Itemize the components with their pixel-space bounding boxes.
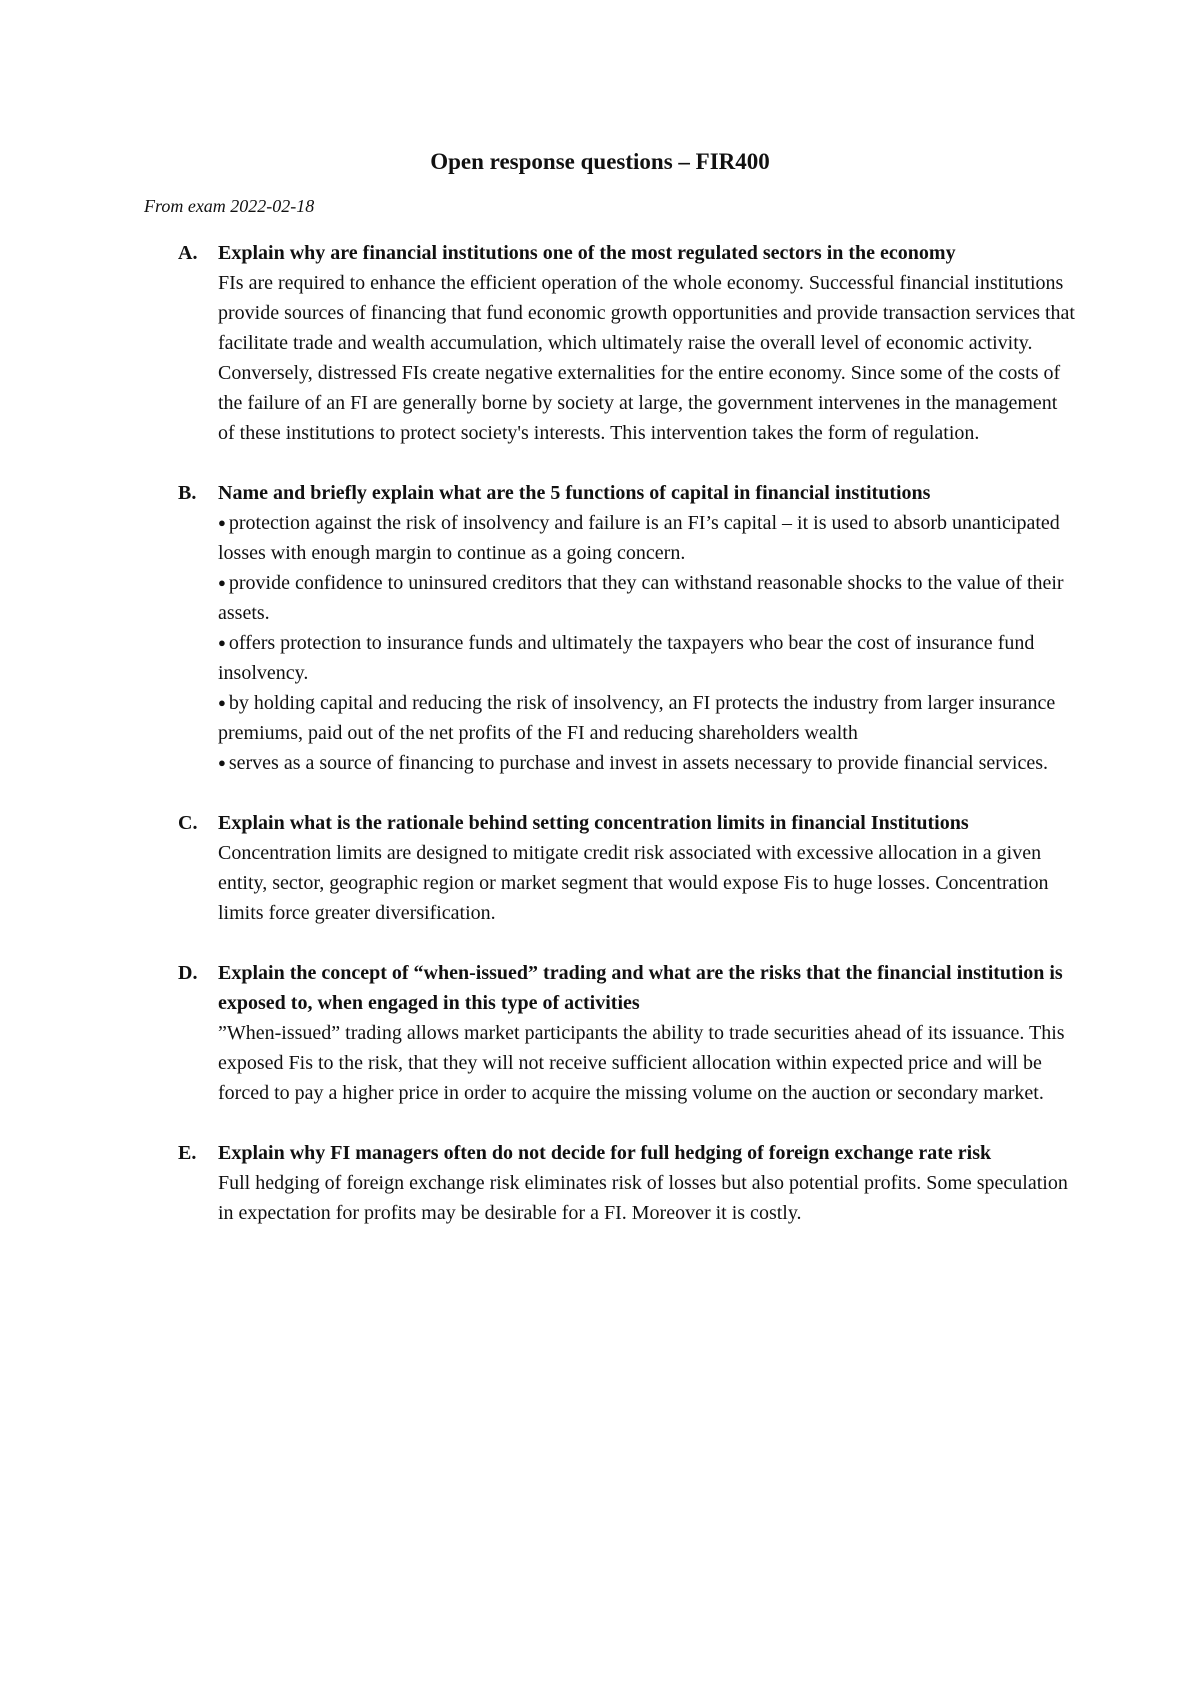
question-heading: Explain why FI managers often do not decide for full hedging of foreign exchange rate risk	[218, 1142, 992, 1164]
bullet-icon: ●	[218, 515, 226, 530]
bullet-text: protection against the risk of insolvency and failure is an FI’s capital – it is used to absorb unanticipated losses with enough margin to continue as a going concern.	[218, 512, 1060, 564]
question-b	[178, 478, 1078, 778]
question-heading: Explain the concept of “when-issued” trading and what are the risks that the financial institution is exposed to, when engaged in this type of activities	[218, 962, 1063, 1014]
question-a	[178, 238, 1078, 448]
question-letter: D.	[178, 962, 198, 984]
question-letter: E.	[178, 1142, 197, 1164]
document-title: Open response questions – FIR400	[430, 149, 770, 174]
question-c	[178, 808, 1078, 928]
bullet-icon: ●	[218, 575, 226, 590]
question-d	[178, 958, 1078, 1108]
bullet-item	[218, 748, 1078, 778]
capital-functions-list	[218, 508, 1078, 778]
question-letter: C.	[178, 812, 198, 834]
question-answer: Full hedging of foreign exchange risk eliminates risk of losses but also potential profits. Some speculation in expectation for profits may be desirable for a FI. Moreover it is costly.	[218, 1172, 1068, 1224]
bullet-icon: ●	[218, 755, 226, 770]
bullet-text: by holding capital and reducing the risk of insolvency, an FI protects the industry from larger insurance premiums, paid out of the net profits of the FI and reducing shareholders wealth	[218, 692, 1056, 744]
bullet-icon: ●	[218, 695, 226, 710]
question-answer: ”When-issued” trading allows market participants the ability to trade securities ahead of its issuance. This exposed Fis to the risk, that they will not receive sufficient allocation within expected price and will be forced to pay a higher price in order to acquire the missing volume on the auction or secondary market.	[218, 1022, 1065, 1104]
question-letter: A.	[178, 242, 198, 264]
question-letter: B.	[178, 482, 197, 504]
bullet-item	[218, 628, 1078, 688]
bullet-text: serves as a source of financing to purchase and invest in assets necessary to provide financial services.	[228, 752, 1049, 774]
question-answer: Concentration limits are designed to mitigate credit risk associated with excessive allocation in a given entity, sector, geographic region or market segment that would expose Fis to huge losses. Concentration limits force greater diversification.	[218, 842, 1049, 924]
question-heading: Explain why are financial institutions one of the most regulated sectors in the economy	[218, 242, 956, 264]
bullet-text: offers protection to insurance funds and ultimately the taxpayers who bear the cost of insurance fund insolvency.	[218, 632, 1035, 684]
question-heading: Name and briefly explain what are the 5 functions of capital in financial institutions	[218, 482, 931, 504]
bullet-item	[218, 688, 1078, 748]
bullet-text: provide confidence to uninsured creditors that they can withstand reasonable shocks to the value of their assets.	[218, 572, 1064, 624]
bullet-item	[218, 568, 1078, 628]
question-list	[178, 238, 1078, 1258]
exam-date-subtitle: From exam 2022-02-18	[144, 196, 315, 216]
question-e	[178, 1138, 1078, 1228]
question-heading: Explain what is the rationale behind setting concentration limits in financial Institutions	[218, 812, 969, 834]
bullet-icon: ●	[218, 635, 226, 650]
bullet-item	[218, 508, 1078, 568]
question-answer: FIs are required to enhance the efficient operation of the whole economy. Successful financial institutions provide sources of financing that fund economic growth opportunities and provide transaction services that facilitate trade and wealth accumulation, which ultimately raise the overall level of economic activity. Conversely, distressed FIs create negative externalities for the entire economy. Since some of the costs of the failure of an FI are generally borne by society at large, the government intervenes in the management of these institutions to protect society's interests. This intervention takes the form of regulation.	[218, 272, 1075, 444]
